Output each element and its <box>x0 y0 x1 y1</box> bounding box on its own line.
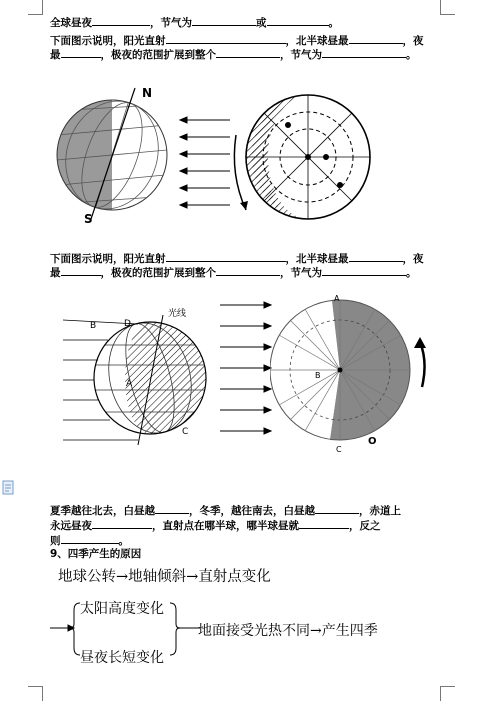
answer-blank[interactable] <box>192 14 256 26</box>
section-heading-9: 9、四季产生的原因 <box>50 548 142 560</box>
answer-blank[interactable] <box>315 502 359 514</box>
answer-blank[interactable] <box>61 264 101 276</box>
section1-line2: 最 ，极夜的范围扩展到整个 ，节气为 。 <box>50 46 417 62</box>
svg-text:B: B <box>315 371 321 380</box>
svg-text:D: D <box>124 319 131 329</box>
answer-blank[interactable] <box>322 264 406 276</box>
answer-blank[interactable] <box>92 517 152 529</box>
line-global-day-night: 全球昼夜 ，节气为 或 。 <box>50 14 339 30</box>
svg-text:光线: 光线 <box>168 309 187 319</box>
corner-mark-top-left <box>28 0 43 15</box>
svg-text:O: O <box>368 436 377 447</box>
svg-text:A: A <box>334 294 340 303</box>
answer-blank[interactable] <box>216 46 280 58</box>
svg-text:C: C <box>182 427 189 437</box>
corner-mark-top-right <box>440 0 455 15</box>
answer-blank[interactable] <box>61 46 101 58</box>
arrow-icon: → <box>186 569 199 585</box>
answer-blank[interactable] <box>322 46 406 58</box>
answer-blank[interactable] <box>92 14 150 26</box>
summer-line3: 则 。 <box>50 532 129 548</box>
answer-blank[interactable] <box>349 32 403 44</box>
south-label: S <box>84 212 93 225</box>
sun-height-change: 太阳高度变化 <box>80 601 164 617</box>
day-length-change: 昼夜长短变化 <box>80 650 164 666</box>
svg-text:A: A <box>126 379 133 389</box>
section2-line2: 最 ，极夜的范围扩展到整个 ，节气为 。 <box>50 264 417 280</box>
answer-blank[interactable] <box>155 502 189 514</box>
result-chain: 地面接受光热不同→产生四季 <box>198 623 378 639</box>
polar-view-figure-1 <box>228 85 373 225</box>
answer-blank[interactable] <box>299 517 349 529</box>
polar-view-figure-2 <box>270 292 440 454</box>
section2-line1: 下面图示说明，阳光直射 ，北半球昼最 ，夜 <box>50 250 424 266</box>
answer-blank[interactable] <box>349 250 403 262</box>
summer-line2: 永远昼夜 ，直射点在哪半球，哪半球昼就 ，反之 <box>50 517 381 533</box>
corner-mark-bottom-left <box>28 686 43 701</box>
section1-line1: 下面图示说明，阳光直射 ，北半球昼最 ，夜 <box>50 32 424 48</box>
svg-text:B: B <box>90 321 97 331</box>
corner-mark-bottom-right <box>440 686 455 701</box>
answer-blank[interactable] <box>166 32 286 44</box>
answer-blank[interactable] <box>267 14 329 26</box>
document-icon[interactable] <box>2 480 14 496</box>
globe-figure-1 <box>50 85 180 225</box>
answer-blank[interactable] <box>216 264 280 276</box>
answer-blank[interactable] <box>61 532 119 544</box>
sunlight-arrows-2 <box>215 300 275 440</box>
globe-figure-2 <box>58 300 208 450</box>
answer-blank[interactable] <box>166 250 286 262</box>
summer-line1: 夏季越往北去，白昼越 ，冬季，越往南去，白昼越 ，赤道上 <box>50 502 401 518</box>
causal-chain: 地球公转→地轴倾斜→直射点变化 <box>58 569 271 585</box>
arrow-icon: → <box>116 569 129 585</box>
sunlight-arrows-1 <box>175 110 235 210</box>
arrow-icon: → <box>310 623 322 639</box>
svg-text:C: C <box>336 445 342 454</box>
north-label: N <box>142 86 153 100</box>
